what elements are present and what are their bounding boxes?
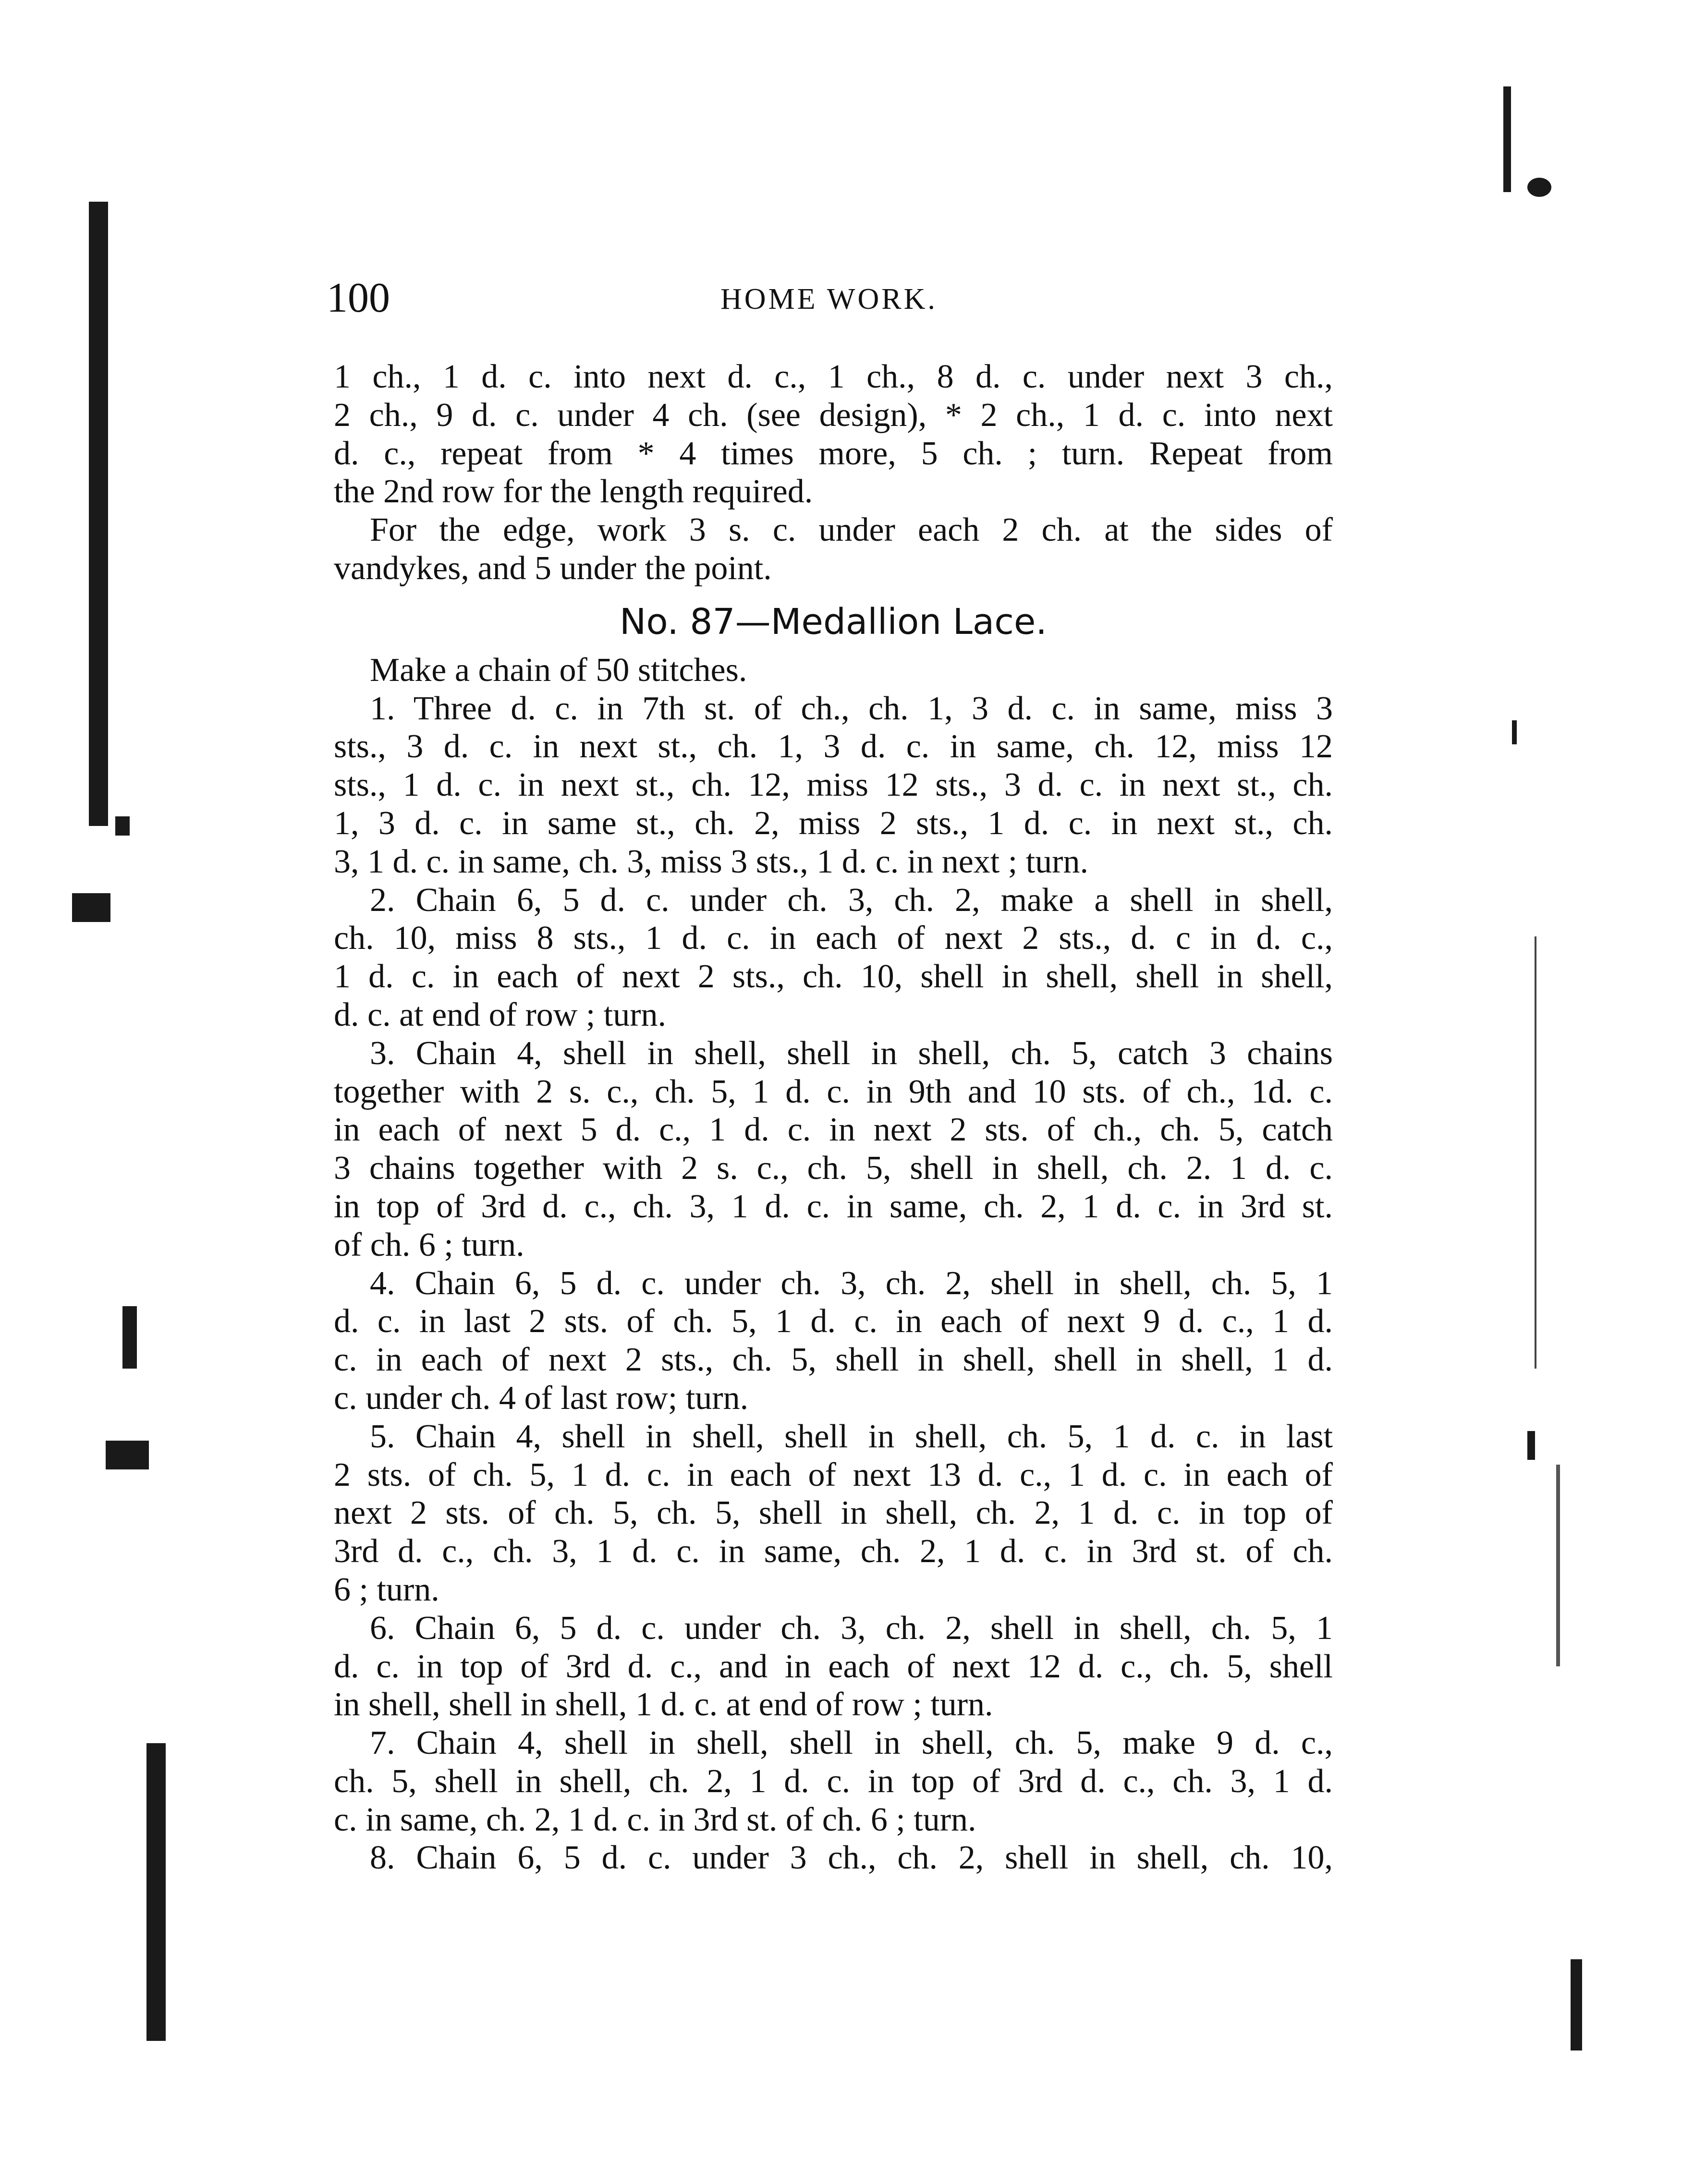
row-1-line: 3, 1 d. c. in same, ch. 3, miss 3 sts., 1 d. c. in next ; turn. xyxy=(334,843,1088,880)
row-3-line: of ch. 6 ; turn. xyxy=(334,1226,524,1263)
row-3-line: in each of next 5 d. c., 1 d. c. in next 2 sts. of ch., ch. 5, catch xyxy=(334,1111,1333,1149)
text-line: For the edge, work 3 s. c. under each 2 ch. at the sides of xyxy=(370,511,1333,549)
running-title: HOME WORK. xyxy=(720,283,938,315)
row-7-line: c. in same, ch. 2, 1 d. c. in 3rd st. of ch. 6 ; turn. xyxy=(334,1801,976,1838)
right-edge-speck xyxy=(1556,1465,1560,1666)
text-line: 1 ch., 1 d. c. into next d. c., 1 ch., 8 d. c. under next 3 ch., xyxy=(334,358,1333,395)
text-line: d. c., repeat from * 4 times more, 5 ch. ; turn. Repeat from xyxy=(334,435,1333,472)
row-3-line: 3 chains together with 2 s. c., ch. 5, shell in shell, ch. 2. 1 d. c. xyxy=(334,1150,1333,1187)
row-7-line: 7. Chain 4, shell in shell, shell in shell, ch. 5, make 9 d. c., xyxy=(370,1724,1333,1762)
page-body xyxy=(334,358,1333,1877)
row-5-line: 2 sts. of ch. 5, 1 d. c. in each of next 13 d. c., 1 d. c. in each of xyxy=(334,1456,1333,1493)
page-number: 100 xyxy=(327,275,390,321)
row-7-line: ch. 5, shell in shell, ch. 2, 1 d. c. in top of 3rd d. c., ch. 3, 1 d. xyxy=(334,1762,1333,1800)
row-3-line: together with 2 s. c., ch. 5, 1 d. c. in 9th and 10 sts. of ch., 1d. c. xyxy=(334,1073,1333,1110)
right-edge-speck xyxy=(1571,1959,1582,2051)
text-line: 2 ch., 9 d. c. under 4 ch. (see design), * 2 ch., 1 d. c. into next xyxy=(334,396,1333,434)
row-8-line: 8. Chain 6, 5 d. c. under 3 ch., ch. 2, shell in shell, ch. 10, xyxy=(370,1839,1333,1877)
row-6-line: d. c. in top of 3rd d. c., and in each of next 12 d. c., ch. 5, shell xyxy=(334,1648,1333,1685)
page-header xyxy=(327,274,1335,331)
row-1-line: 1. Three d. c. in 7th st. of ch., ch. 1, 3 d. c. in same, miss 3 xyxy=(370,690,1333,727)
row-5-line: 3rd d. c., ch. 3, 1 d. c. in same, ch. 2, 1 d. c. in 3rd st. of ch. xyxy=(334,1533,1333,1570)
section-intro: Make a chain of 50 stitches. xyxy=(370,651,747,689)
binding-shadow-strip xyxy=(115,816,130,836)
right-edge-speck xyxy=(1535,936,1536,1369)
row-5-line: next 2 sts. of ch. 5, ch. 5, shell in shell, ch. 2, 1 d. c. in top of xyxy=(334,1494,1333,1532)
row-5-line: 5. Chain 4, shell in shell, shell in shell, ch. 5, 1 d. c. in last xyxy=(370,1418,1333,1455)
row-3-line: in top of 3rd d. c., ch. 3, 1 d. c. in same, ch. 2, 1 d. c. in 3rd st. xyxy=(334,1188,1333,1225)
section-heading: No. 87—Medallion Lace. xyxy=(620,601,1047,643)
row-4-line: d. c. in last 2 sts. of ch. 5, 1 d. c. in each of next 9 d. c., 1 d. xyxy=(334,1303,1333,1340)
row-4-line: c. under ch. 4 of last row; turn. xyxy=(334,1379,749,1417)
binding-shadow-strip xyxy=(72,893,110,922)
row-1-line: sts., 1 d. c. in next st., ch. 12, miss 12 sts., 3 d. c. in next st., ch. xyxy=(334,766,1333,804)
row-2-line: d. c. at end of row ; turn. xyxy=(334,996,667,1033)
row-3-line: 3. Chain 4, shell in shell, shell in shell, ch. 5, catch 3 chains xyxy=(370,1034,1333,1072)
row-6-line: in shell, shell in shell, 1 d. c. at end of row ; turn. xyxy=(334,1686,993,1723)
text-line: the 2nd row for the length required. xyxy=(334,473,813,510)
binding-shadow-strip xyxy=(122,1306,137,1369)
row-5-line: 6 ; turn. xyxy=(334,1571,439,1608)
binding-shadow-strip xyxy=(106,1441,149,1469)
row-2-line: 1 d. c. in each of next 2 sts., ch. 10, shell in shell, shell in shell, xyxy=(334,958,1333,995)
binding-shadow-strip xyxy=(146,1743,166,2041)
row-2-line: ch. 10, miss 8 sts., 1 d. c. in each of next 2 sts., d. c in d. c., xyxy=(334,920,1333,957)
binding-shadow-strip xyxy=(89,202,108,826)
row-1-line: sts., 3 d. c. in next st., ch. 1, 3 d. c. in same, ch. 12, miss 12 xyxy=(334,728,1333,765)
row-4-line: 4. Chain 6, 5 d. c. under ch. 3, ch. 2, shell in shell, ch. 5, 1 xyxy=(370,1264,1333,1302)
text-line: vandykes, and 5 under the point. xyxy=(334,549,772,587)
row-1-line: 1, 3 d. c. in same st., ch. 2, miss 2 sts., 1 d. c. in next st., ch. xyxy=(334,804,1333,842)
row-2-line: 2. Chain 6, 5 d. c. under ch. 3, ch. 2, make a shell in shell, xyxy=(370,881,1333,919)
right-edge-speck xyxy=(1527,178,1551,197)
row-4-line: c. in each of next 2 sts., ch. 5, shell in shell, shell in shell, 1 d. xyxy=(334,1341,1333,1379)
right-edge-speck xyxy=(1527,1431,1535,1460)
right-edge-speck xyxy=(1512,720,1517,744)
row-6-line: 6. Chain 6, 5 d. c. under ch. 3, ch. 2, shell in shell, ch. 5, 1 xyxy=(370,1609,1333,1647)
right-edge-speck xyxy=(1503,86,1511,192)
